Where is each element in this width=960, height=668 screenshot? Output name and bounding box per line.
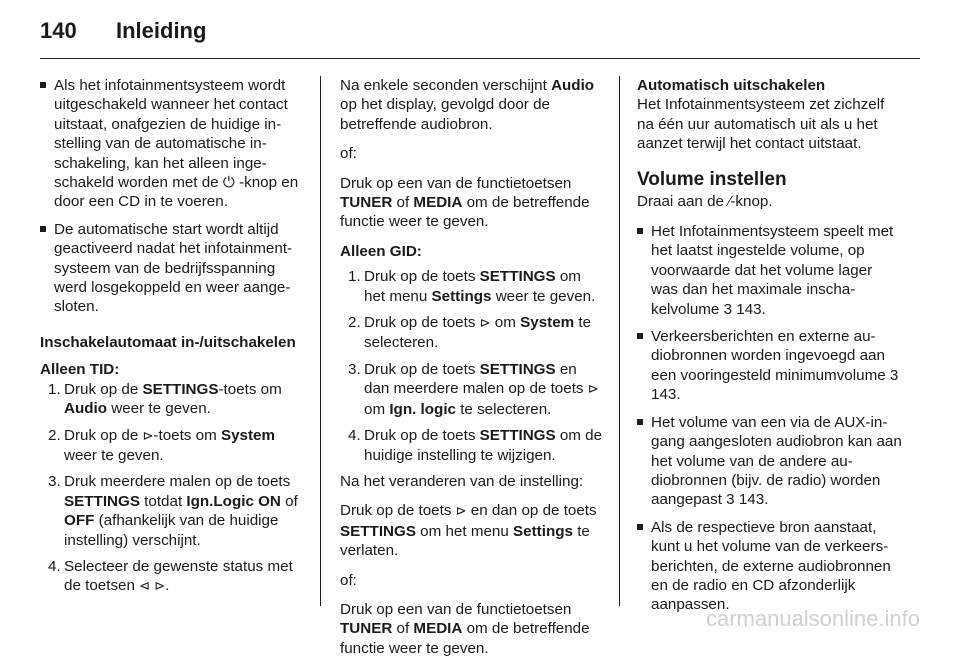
step-item: [40, 380, 306, 419]
bullet-item: [637, 518, 903, 615]
arrow-left-icon: ⊲: [139, 579, 151, 595]
step-item: [340, 360, 606, 419]
bullet-text: .: [676, 386, 681, 404]
step-text: Druk op de: [64, 426, 143, 444]
header-divider: [40, 58, 920, 59]
key-label: SETTINGS: [479, 268, 556, 286]
paragraph: of:: [340, 145, 357, 163]
column-divider-2: [619, 76, 620, 606]
paragraph: [340, 76, 606, 134]
key-label: TUNER: [340, 620, 393, 638]
key-label: SETTINGS: [479, 360, 556, 378]
bullet-text: Het volume van een via de AUX-ingang aangesloten audiobron kan aan het volume van de andere audiobronnen (bijv. de radio) worden aangepast: [651, 413, 902, 509]
step-item: [340, 267, 606, 306]
step-number: 1.: [48, 380, 61, 398]
step-text: Druk meerdere malen op de toets: [64, 473, 291, 491]
arrow-right-icon: ⊳: [455, 504, 467, 520]
bullet-text: Verkeersberichten en externe audiobronnen worden ingevoegd aan een vooringesteld minimumvolume: [651, 328, 890, 384]
volume-knob-icon: ⁄: [728, 194, 731, 210]
text: Druk op de toets: [340, 502, 456, 520]
step-text: weer te geven.: [491, 287, 596, 305]
step-item: [340, 426, 606, 465]
step-number: 3.: [348, 360, 361, 378]
paragraph: [340, 174, 606, 232]
bullet-text: Als de respectieve bron aanstaat, kunt u het volume van de verkeersberichten, de externe audiobronnen en de radio en CD afzonderlijk aanpassen.: [651, 518, 891, 614]
step-text: -toets om: [153, 426, 221, 444]
column-divider-1: [320, 76, 321, 606]
column-middle: [340, 76, 606, 668]
step-item: [40, 426, 306, 466]
bullet-text: .: [761, 300, 766, 318]
paragraph: Het Infotainmentsysteem zet zichzelf na één uur automatisch uit als u het aanzet terwijl het contact uitstaat.: [637, 96, 885, 153]
key-label: TUNER: [340, 194, 393, 212]
key-label: SETTINGS: [64, 492, 140, 510]
menu-label: Audio: [551, 77, 595, 94]
section-subheading: Alleen GID:: [340, 242, 422, 260]
bullet-item: [637, 413, 903, 510]
section-subheading: Alleen TID:: [40, 361, 120, 379]
key-label: SETTINGS: [142, 380, 219, 398]
text: of: [392, 620, 414, 638]
menu-label: Settings: [513, 522, 573, 540]
key-label: MEDIA: [413, 194, 463, 212]
bullet-item: [40, 220, 306, 317]
paragraph: of:: [340, 571, 357, 589]
menu-label: Ign. logic: [389, 400, 456, 418]
step-number: 4.: [348, 427, 361, 445]
arrow-right-icon: ⊳: [154, 579, 166, 595]
paragraph: [340, 501, 606, 560]
paragraph: [637, 192, 903, 212]
text: -knop.: [730, 192, 773, 210]
page-header: [40, 18, 206, 48]
text: of: [392, 194, 414, 212]
section-heading: Inschakelautomaat in-/uitschakelen: [40, 333, 296, 351]
arrow-right-icon: ⊳: [587, 382, 599, 398]
page-reference[interactable]: 3 143: [726, 491, 765, 509]
text: Draai aan de: [637, 192, 729, 210]
step-text: om het menu: [364, 268, 581, 305]
step-text: te selecteren.: [364, 314, 592, 352]
watermark: carmanualsonline.info: [705, 606, 920, 631]
arrow-right-icon: ⊳: [479, 316, 491, 332]
step-text: of: [280, 492, 298, 510]
step-text: om de huidige instelling te wijzigen.: [364, 427, 603, 464]
text: te verlaten.: [340, 522, 590, 560]
text: op het display, gevolgd door de betreffende audiobron.: [340, 96, 550, 133]
key-label: SETTINGS: [479, 427, 556, 445]
step-number: 1.: [348, 268, 361, 286]
step-text: om: [490, 314, 521, 332]
text: om de betreffende functie weer te geven.: [340, 194, 590, 231]
bullet-text: Als het infotainmentsysteem wordt uitgeschakeld wanneer het contact uitstaat, onafgezien de huidige instelling van de automatische inschakeling, kan het alleen ingeschakeld worden met de ⏻ -knop en door een CD in te voeren.: [54, 77, 299, 211]
text: Druk op een van de functietoetsen: [340, 600, 572, 618]
step-text: Druk op de toets: [364, 268, 480, 286]
page-reference[interactable]: 3 143: [651, 366, 899, 404]
step-text: -toets om: [218, 380, 282, 398]
page-title: Inleiding: [116, 18, 207, 43]
menu-label: Audio: [64, 400, 108, 418]
paragraph: Na het veranderen van de instelling:: [340, 472, 584, 490]
step-text: om: [364, 400, 390, 418]
step-text: weer te geven.: [107, 400, 211, 418]
text: Druk op een van de functietoetsen: [340, 174, 572, 192]
menu-label: System: [520, 314, 575, 332]
step-item: [40, 557, 306, 597]
key-label: SETTINGS: [340, 522, 416, 540]
menu-label: OFF: [64, 512, 95, 530]
page-reference[interactable]: 3 143: [723, 300, 762, 318]
step-text: weer te geven.: [64, 446, 164, 464]
arrow-right-icon: ⊳: [142, 428, 154, 444]
step-item: [40, 472, 306, 550]
menu-label: System: [220, 426, 275, 444]
bullet-text: .: [764, 491, 769, 509]
step-text: Druk op de: [64, 380, 143, 398]
step-number: 2.: [348, 314, 361, 332]
step-text: en dan meerdere malen op de toets: [364, 360, 588, 398]
step-number: 3.: [48, 473, 61, 491]
menu-label: Settings: [431, 287, 492, 305]
section-heading: Automatisch uitschakelen: [637, 77, 826, 94]
column-left: [40, 76, 306, 604]
text: om het menu: [415, 522, 514, 540]
bullet-item: [637, 222, 903, 319]
section-title: Volume instellen: [637, 168, 787, 190]
bullet-item: [40, 76, 306, 212]
page-number: 140: [40, 18, 77, 43]
step-text: Druk op de toets: [364, 360, 480, 378]
step-text: Druk op de toets: [364, 314, 480, 332]
step-item: [340, 313, 606, 353]
step-text: Selecteer de gewenste status met de toetsen: [64, 557, 293, 595]
text: en dan op de toets: [466, 502, 597, 520]
step-text: totdat: [139, 492, 187, 510]
bullet-text: De automatische start wordt altijd geactiveerd nadat het infotainmentsysteem van de bedrijfsspanning werd losgekoppeld en weer aangesloten.: [54, 220, 293, 316]
column-right: [637, 76, 903, 623]
bullet-item: [637, 327, 903, 405]
step-text: .: [165, 577, 170, 595]
step-text: Druk op de toets: [364, 427, 480, 445]
step-number: 4.: [48, 557, 61, 575]
text: Na enkele seconden verschijnt: [340, 77, 552, 94]
step-number: 2.: [48, 426, 61, 444]
bullet-text: Het Infotainmentsysteem speelt met het laatst ingestelde volume, op voorwaarde dat het volume lager was dan het maximale inschakelvolume: [651, 223, 894, 318]
menu-label: Ign.Logic ON: [186, 492, 281, 510]
key-label: MEDIA: [413, 620, 463, 638]
text: om de betreffende functie weer te geven.: [340, 620, 590, 657]
step-text: te selecteren.: [455, 400, 552, 418]
paragraph: [340, 600, 606, 658]
step-text: (afhankelijk van de huidige instelling) verschijnt.: [64, 512, 279, 549]
